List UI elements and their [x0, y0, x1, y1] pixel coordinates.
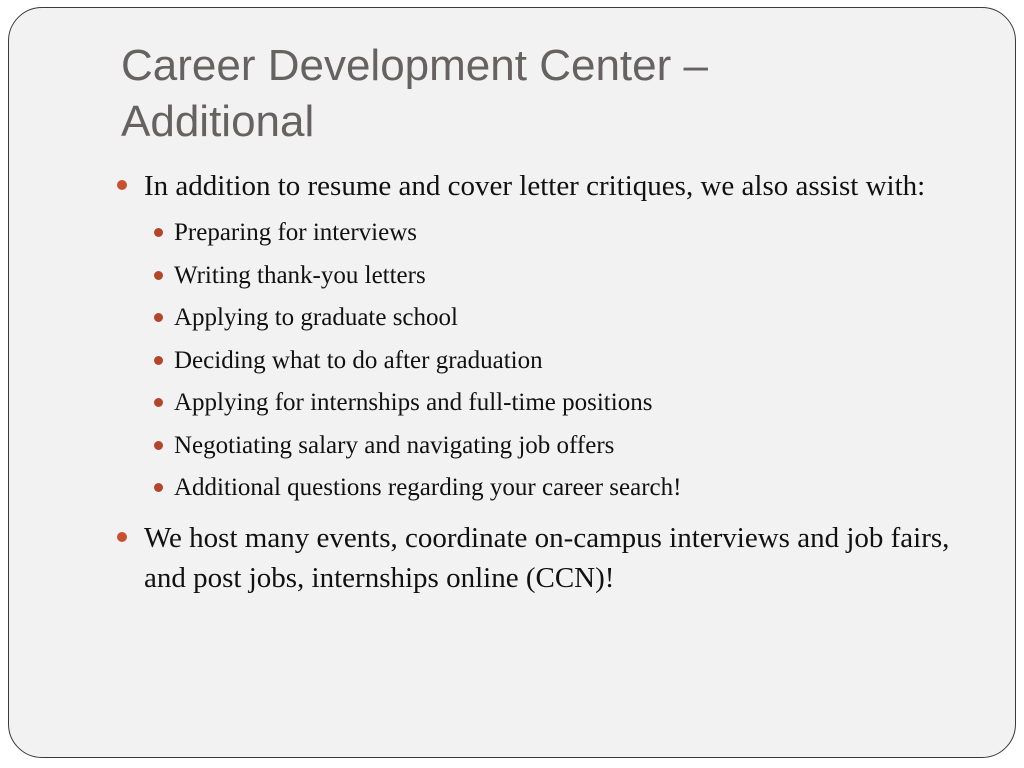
sub-bullet-list — [116, 212, 976, 510]
slide-title-line-1: Career Development Center – — [121, 41, 708, 90]
sub-bullet-text: Additional questions regarding your career search! — [174, 474, 682, 501]
sub-bullet-text: Applying for internships and full-time positions — [174, 389, 653, 416]
bullet-text: In addition to resume and cover letter critiques, we also assist with: — [144, 170, 926, 202]
sub-bullet-dot-icon — [154, 483, 163, 492]
sub-bullet-dot-icon — [154, 398, 163, 407]
bullet-dot-icon — [117, 180, 127, 190]
bullet-item — [116, 166, 976, 206]
sub-bullet-text: Applying to graduate school — [174, 304, 458, 331]
sub-bullet-dot-icon — [154, 313, 163, 322]
sub-bullet-item — [116, 382, 976, 425]
bullet-dot-icon — [117, 532, 127, 542]
bullet-item — [116, 518, 976, 598]
sub-bullet-dot-icon — [154, 356, 163, 365]
bullet-text: We host many events, coordinate on-campus interviews and job fairs, and post jobs, internships online (CCN)! — [144, 521, 950, 594]
sub-bullet-text: Deciding what to do after graduation — [174, 346, 543, 374]
sub-bullet-text: Negotiating salary and navigating job offers — [174, 431, 615, 459]
sub-bullet-item — [116, 467, 976, 510]
sub-bullet-item — [116, 255, 976, 298]
sub-bullet-item — [116, 425, 976, 468]
slide-title — [121, 38, 941, 150]
sub-bullet-dot-icon — [154, 271, 163, 280]
sub-bullet-dot-icon — [154, 441, 163, 450]
sub-bullet-text: Preparing for interviews — [174, 219, 417, 246]
slide-body — [116, 166, 976, 598]
sub-bullet-text: Writing thank-you letters — [174, 261, 426, 289]
sub-bullet-dot-icon — [154, 228, 163, 237]
sub-bullet-item — [116, 340, 976, 383]
slide-title-line-2: Additional — [121, 97, 315, 146]
sub-bullet-item — [116, 212, 976, 255]
sub-bullet-item — [116, 297, 976, 340]
